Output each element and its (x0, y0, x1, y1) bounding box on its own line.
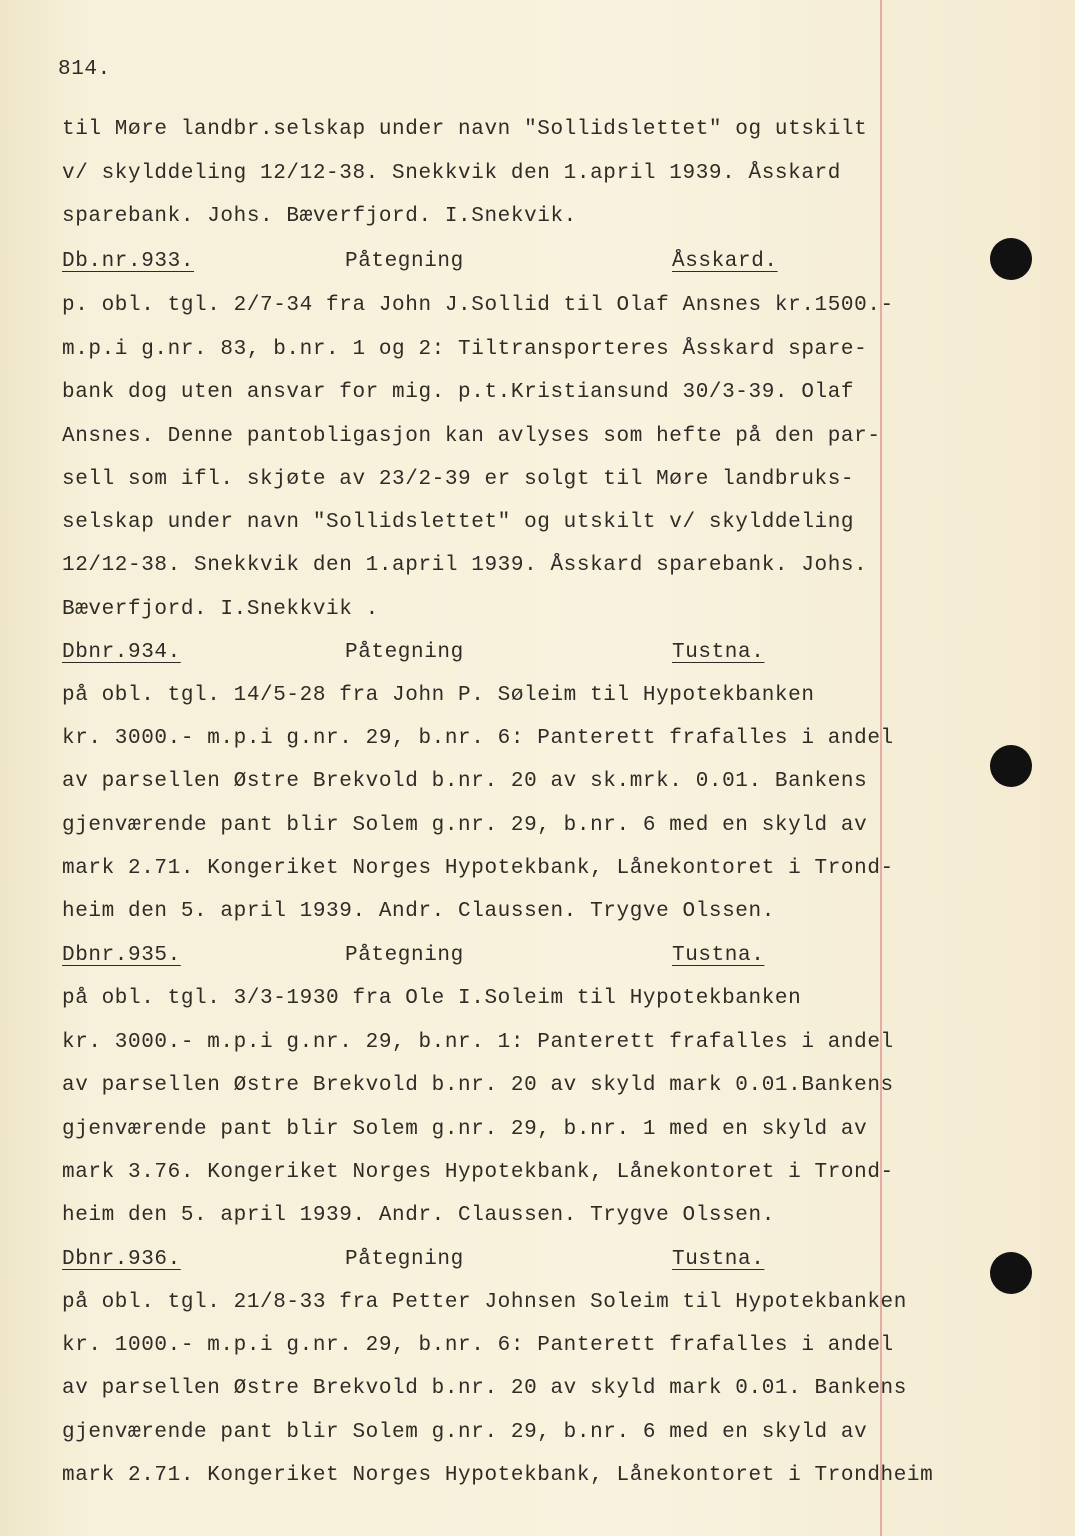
punch-hole (990, 1252, 1032, 1294)
text-line: heim den 5. april 1939. Andr. Claussen. Trygve Olssen. (62, 1204, 775, 1227)
text-line: v/ skylddeling 12/12-38. Snekkvik den 1.april 1939. Åsskard (62, 162, 841, 185)
text-line: m.p.i g.nr. 83, b.nr. 1 og 2: Tiltransporteres Åsskard spare- (62, 338, 868, 361)
text-line: kr. 3000.- m.p.i g.nr. 29, b.nr. 6: Panterett frafalles i andel (62, 727, 894, 750)
text-line: av parsellen Østre Brekvold b.nr. 20 av sk.mrk. 0.01. Bankens (62, 770, 868, 793)
text-line: mark 2.71. Kongeriket Norges Hypotekbank, Lånekontoret i Trond- (62, 857, 894, 880)
entry-place: Tustna. (672, 641, 765, 664)
text-line: gjenværende pant blir Solem g.nr. 29, b.nr. 1 med en skyld av (62, 1118, 868, 1141)
entry-title: Påtegning (345, 250, 464, 273)
text-line: sell som ifl. skjøte av 23/2-39 er solgt til Møre landbruks- (62, 468, 855, 491)
entry-place: Åsskard. (672, 250, 778, 273)
text-line: selskap under navn "Sollidslettet" og utskilt v/ skylddeling (62, 511, 855, 534)
text-line: sparebank. Johs. Bæverfjord. I.Snekvik. (62, 205, 577, 228)
entry-place: Tustna. (672, 1248, 765, 1271)
text-line: av parsellen Østre Brekvold b.nr. 20 av skyld mark 0.01. Bankens (62, 1377, 907, 1400)
text-line: kr. 1000.- m.p.i g.nr. 29, b.nr. 6: Panterett frafalles i andel (62, 1334, 894, 1357)
entry-number: Dbnr.936. (62, 1248, 181, 1271)
entry-place: Tustna. (672, 944, 765, 967)
text-line: kr. 3000.- m.p.i g.nr. 29, b.nr. 1: Panterett frafalles i andel (62, 1031, 894, 1054)
text-line: p. obl. tgl. 2/7-34 fra John J.Sollid til Olaf Ansnes kr.1500.- (62, 294, 894, 317)
entry-title: Påtegning (345, 1248, 464, 1271)
punch-hole (990, 745, 1032, 787)
entry-number: Dbnr.935. (62, 944, 181, 967)
text-line: mark 2.71. Kongeriket Norges Hypotekbank, Lånekontoret i Trondheim (62, 1464, 934, 1487)
entry-number: Db.nr.933. (62, 250, 195, 273)
page-number: 814. (58, 58, 111, 81)
text-line: på obl. tgl. 14/5-28 fra John P. Søleim til Hypotekbanken (62, 684, 815, 707)
text-line: på obl. tgl. 21/8-33 fra Petter Johnsen Soleim til Hypotekbanken (62, 1291, 907, 1314)
text-line: 12/12-38. Snekkvik den 1.april 1939. Åsskard sparebank. Johs. (62, 554, 868, 577)
text-line: Bæverfjord. I.Snekkvik . (62, 598, 379, 621)
text-line: mark 3.76. Kongeriket Norges Hypotekbank, Lånekontoret i Trond- (62, 1161, 894, 1184)
entry-title: Påtegning (345, 944, 464, 967)
entry-number: Dbnr.934. (62, 641, 181, 664)
text-line: bank dog uten ansvar for mig. p.t.Kristiansund 30/3-39. Olaf (62, 381, 855, 404)
text-line: gjenværende pant blir Solem g.nr. 29, b.nr. 6 med en skyld av (62, 1421, 868, 1444)
text-line: på obl. tgl. 3/3-1930 fra Ole I.Soleim til Hypotekbanken (62, 987, 802, 1010)
text-line: Ansnes. Denne pantobligasjon kan avlyses som hefte på den par- (62, 425, 881, 448)
text-line: til Møre landbr.selskap under navn "Sollidslettet" og utskilt (62, 118, 868, 141)
text-line: heim den 5. april 1939. Andr. Claussen. Trygve Olssen. (62, 900, 775, 923)
text-line: av parsellen Østre Brekvold b.nr. 20 av skyld mark 0.01.Bankens (62, 1074, 894, 1097)
entry-title: Påtegning (345, 641, 464, 664)
text-line: gjenværende pant blir Solem g.nr. 29, b.nr. 6 med en skyld av (62, 814, 868, 837)
punch-hole (990, 238, 1032, 280)
